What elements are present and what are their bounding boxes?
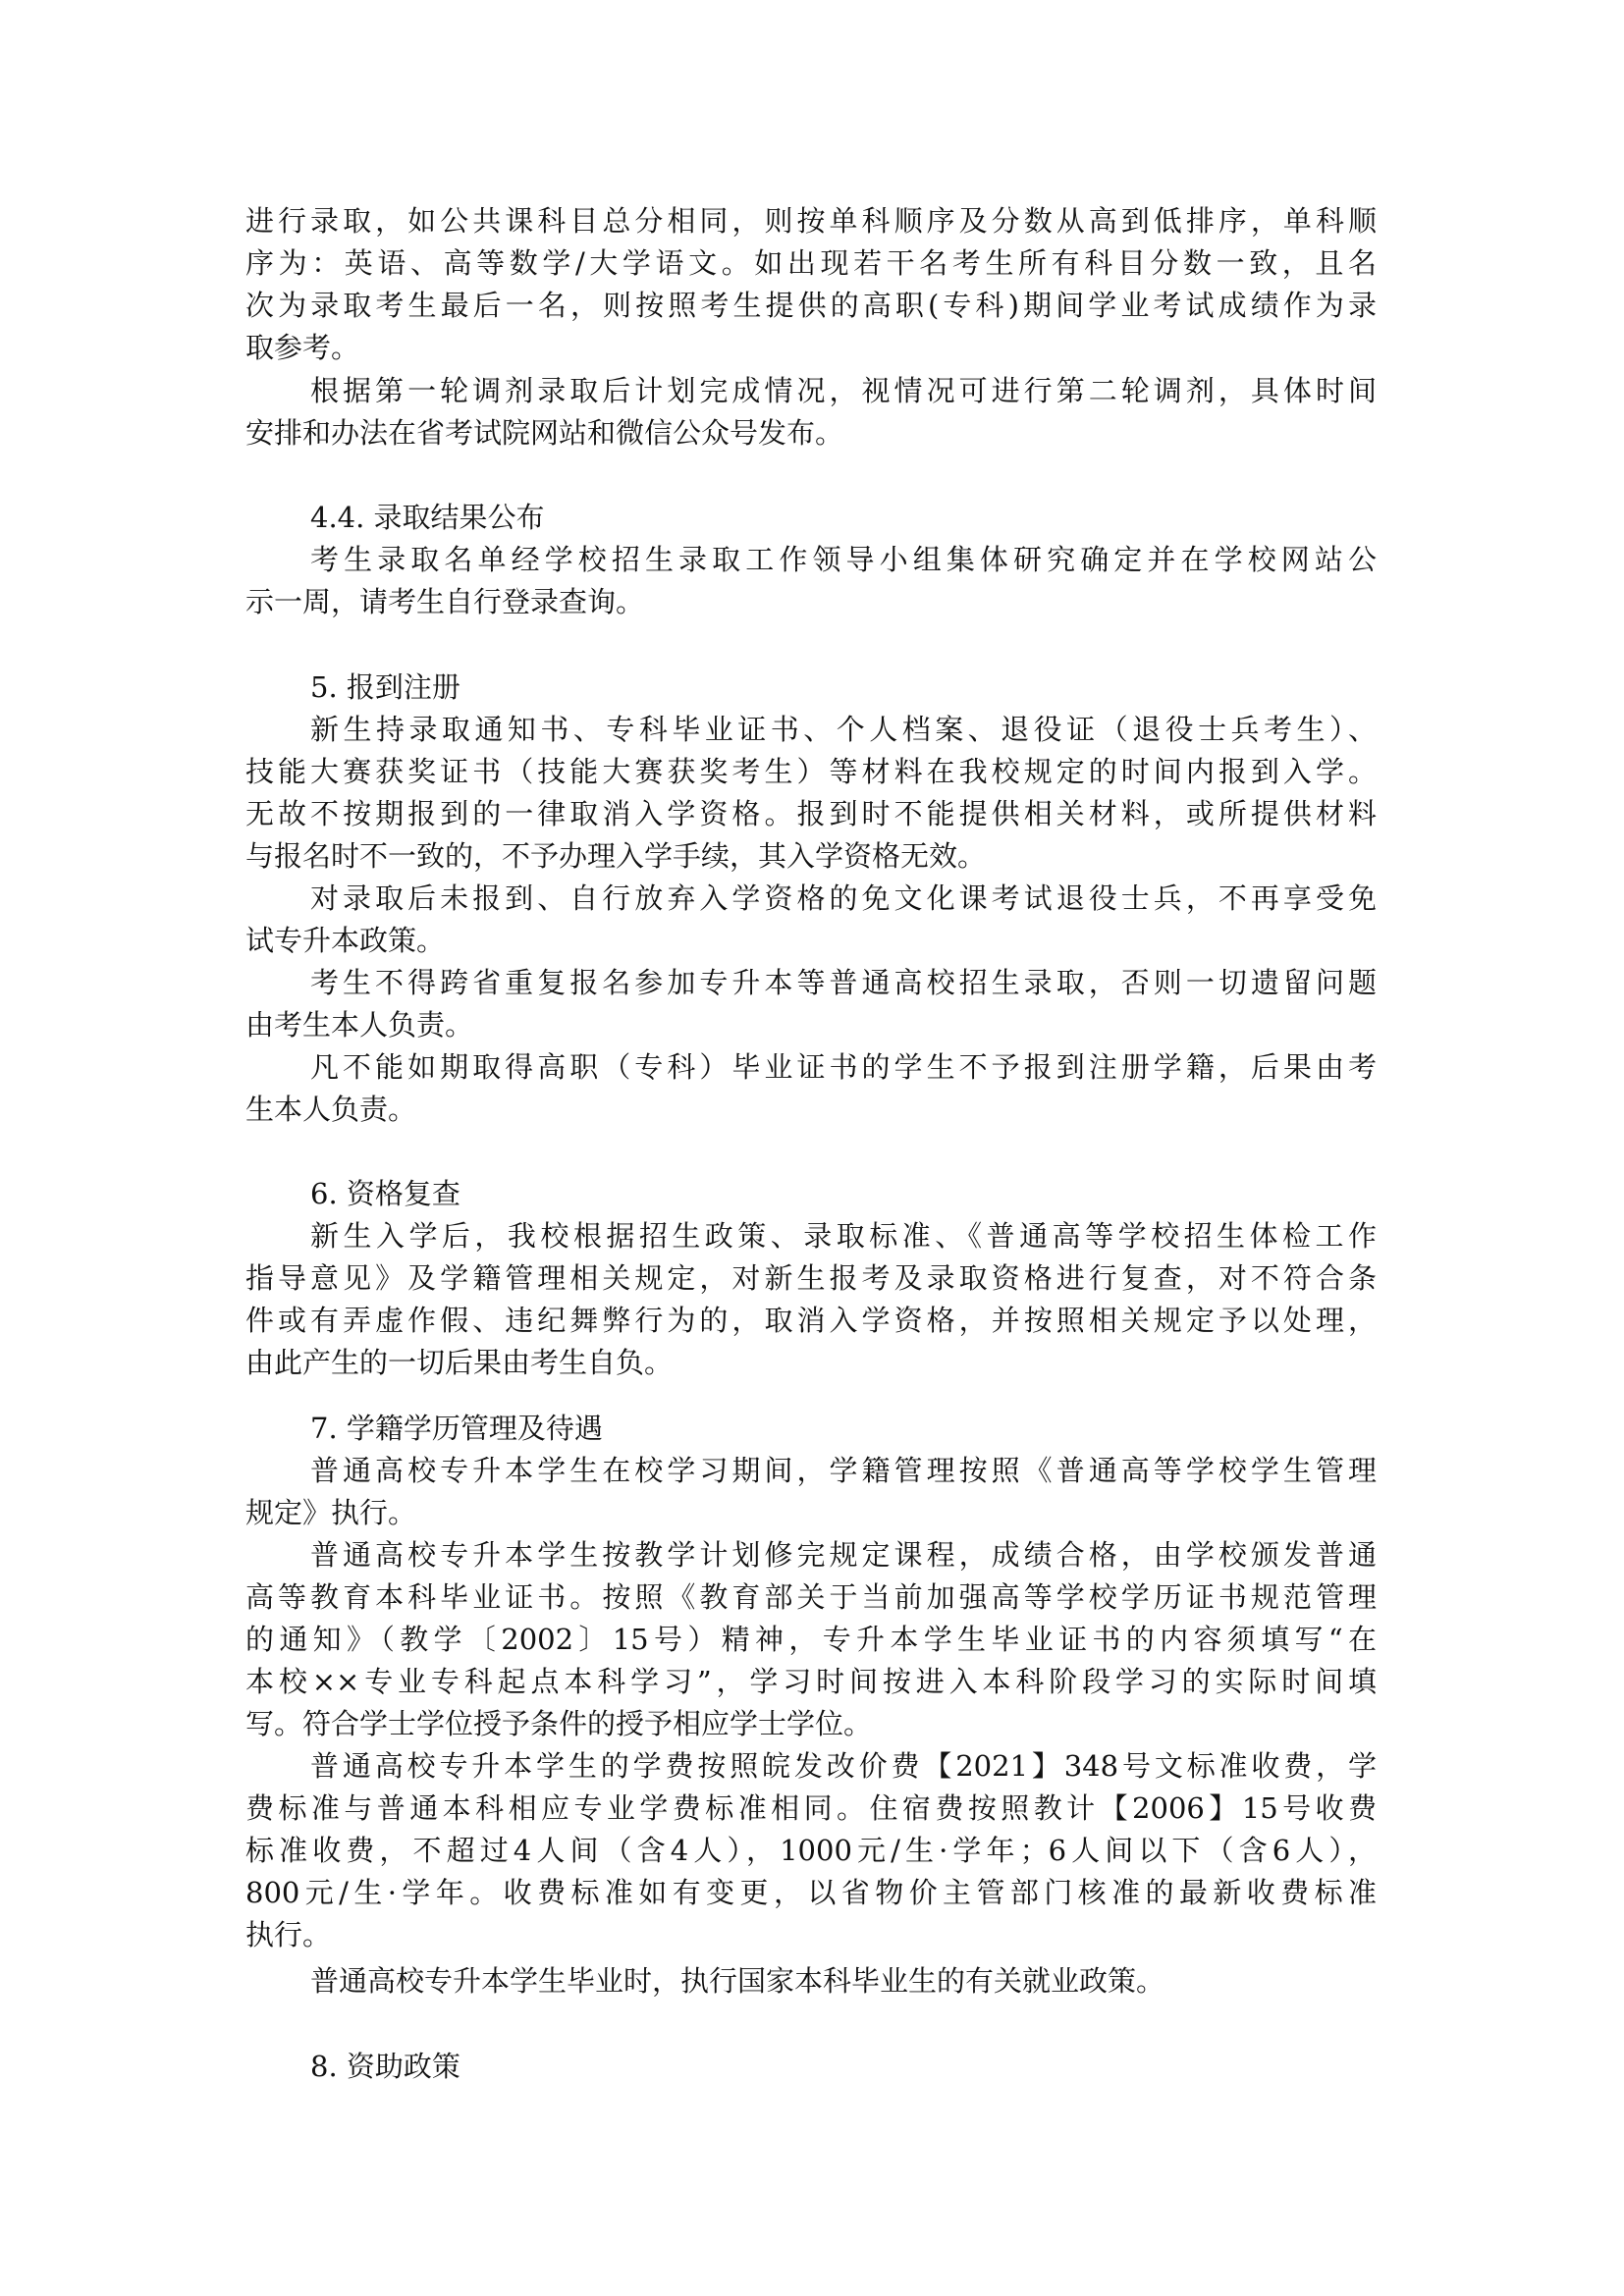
paragraph-line: 考生录取名单经学校招生录取工作领导小组集体研究确定并在学校网站公 [310,543,1377,576]
paragraph-line: 与报名时不一致的，不予办理入学手续，其入学资格无效。 [245,839,987,873]
paragraph-line: 写。符合学士学位授予条件的授予相应学士学位。 [245,1707,873,1740]
section-heading: 6. 资格复查 [310,1177,460,1210]
paragraph-line: 件或有弄虚作假、违纪舞弊行为的，取消入学资格，并按照相关规定予以处理， [245,1304,1377,1337]
section-heading: 5. 报到注册 [310,670,460,704]
paragraph-line: 技能大赛获奖证书（技能大赛获奖考生）等材料在我校规定的时间内报到入学。 [245,755,1377,788]
paragraph-line: 普通高校专升本学生按教学计划修完规定课程，成绩合格，由学校颁发普通 [310,1538,1377,1572]
paragraph-line: 由考生本人负责。 [245,1008,474,1041]
paragraph-line: 示一周，请考生自行登录查询。 [245,585,645,618]
paragraph-line: 普通高校专升本学生在校学习期间，学籍管理按照《普通高等学校学生管理 [310,1454,1377,1487]
section-heading: 4.4. 录取结果公布 [310,501,545,534]
paragraph-line: 对录取后未报到、自行放弃入学资格的免文化课考试退役士兵，不再享受免 [310,881,1377,915]
paragraph-line: 序为：英语、高等数学/大学语文。如出现若干名考生所有科目分数一致，且名 [245,246,1377,280]
paragraph-line: 新生持录取通知书、专科毕业证书、个人档案、退役证（退役士兵考生）、 [310,713,1377,746]
section-heading: 7. 学籍学历管理及待遇 [310,1412,603,1445]
paragraph-line: 的通知》（教学〔2002〕15号）精神，专升本学生毕业证书的内容须填写“在 [245,1623,1377,1656]
paragraph-line: 无故不按期报到的一律取消入学资格。报到时不能提供相关材料，或所提供材料 [245,797,1377,830]
paragraph-line: 由此产生的一切后果由考生自负。 [245,1346,674,1379]
paragraph-line: 新生入学后，我校根据招生政策、录取标准、《普通高等学校招生体检工作 [310,1219,1377,1253]
paragraph-line: 指导意见》及学籍管理相关规定，对新生报考及录取资格进行复查，对不符合条 [245,1261,1377,1295]
paragraph-line: 执行。 [245,1918,332,1951]
paragraph-line: 普通高校专升本学生的学费按照皖发改价费【2021】348号文标准收费，学 [310,1749,1377,1783]
paragraph-line: 安排和办法在省考试院网站和微信公众号发布。 [245,416,844,450]
paragraph-line: 标准收费，不超过4人间（含4人），1000元/生·学年；6人间以下（含6人）， [245,1834,1377,1867]
paragraph-line: 费标准与普通本科相应专业学费标准相同。住宿费按照教计【2006】15号收费 [245,1791,1377,1825]
paragraph-line: 根据第一轮调剂录取后计划完成情况，视情况可进行第二轮调剂，具体时间 [310,374,1377,407]
paragraph-line: 次为录取考生最后一名，则按照考生提供的高职(专科)期间学业考试成绩作为录 [245,289,1377,322]
paragraph-line: 取参考。 [245,331,360,364]
paragraph-line: 本校××专业专科起点本科学习”，学习时间按进入本科阶段学习的实际时间填 [245,1665,1377,1698]
section-heading: 8. 资助政策 [310,2050,460,2083]
paragraph-line: 试专升本政策。 [245,924,446,957]
paragraph-line: 进行录取，如公共课科目总分相同，则按单科顺序及分数从高到低排序，单科顺 [245,204,1377,238]
paragraph-line: 高等教育本科毕业证书。按照《教育部关于当前加强高等学校学历证书规范管理 [245,1580,1377,1614]
paragraph-line: 规定》执行。 [245,1496,417,1529]
paragraph-line: 考生不得跨省重复报名参加专升本等普通高校招生录取，否则一切遗留问题 [310,966,1377,999]
paragraph-line: 凡不能如期取得高职（专科）毕业证书的学生不予报到注册学籍，后果由考 [310,1050,1377,1084]
paragraph-line: 普通高校专升本学生毕业时，执行国家本科毕业生的有关就业政策。 [310,1964,1165,1998]
paragraph-line: 生本人负责。 [245,1093,417,1126]
paragraph-line: 800元/生·学年。收费标准如有变更，以省物价主管部门核准的最新收费标准 [245,1876,1377,1909]
